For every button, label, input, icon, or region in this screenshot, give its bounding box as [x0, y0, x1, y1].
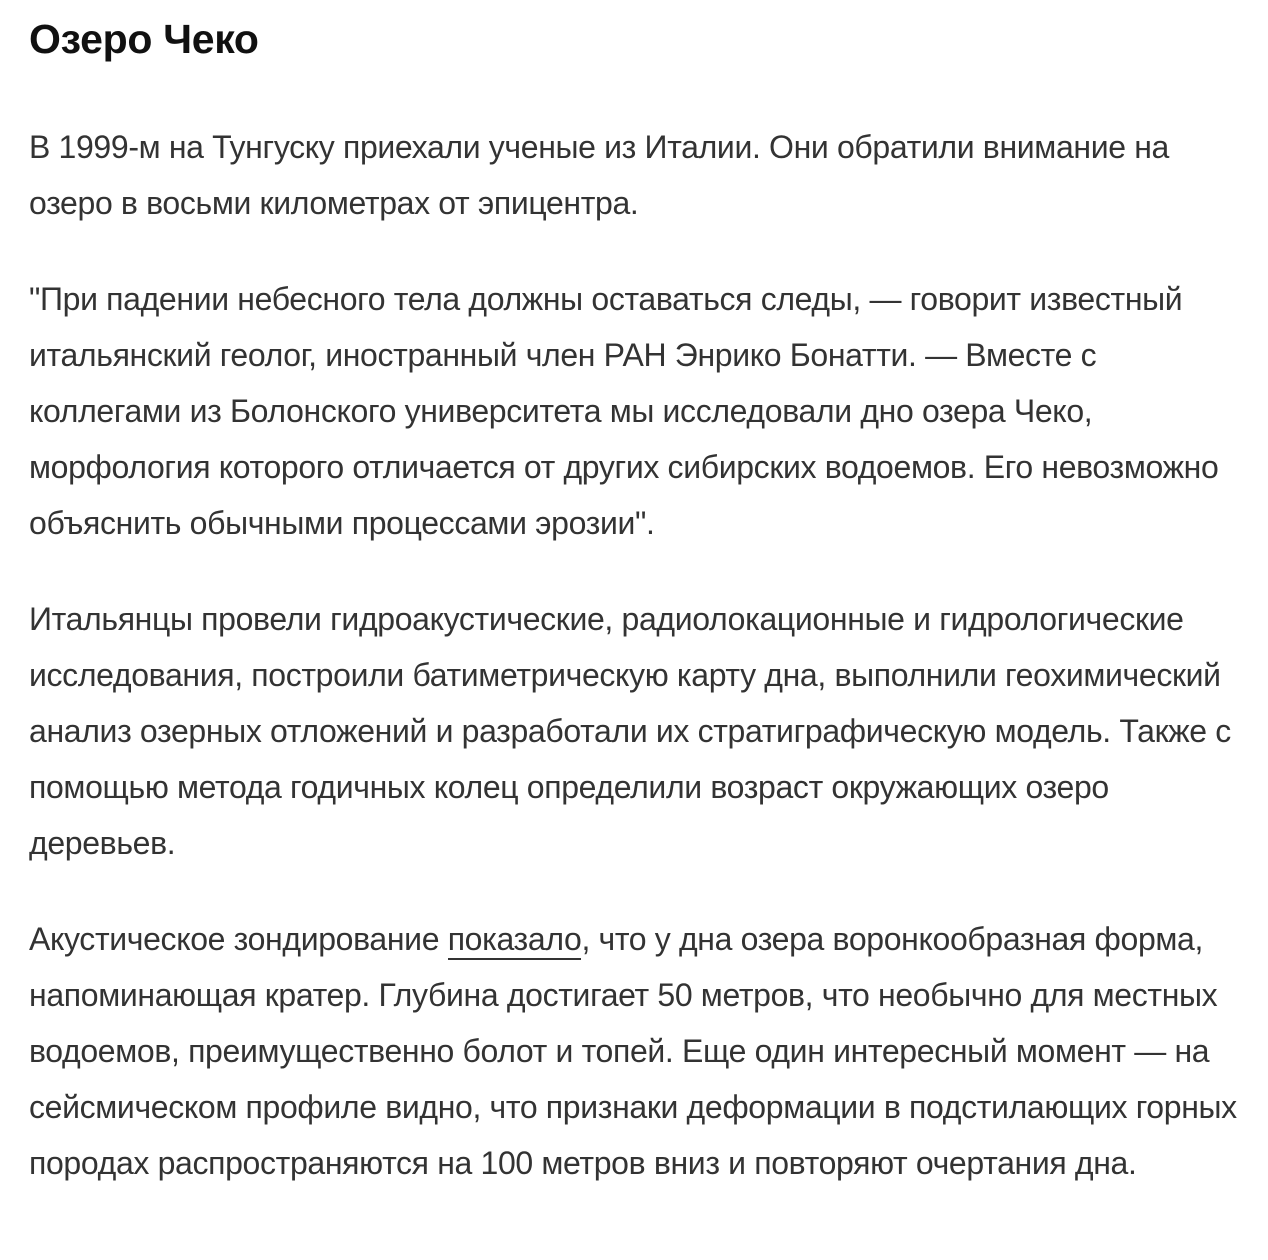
paragraph-findings-text-before: Акустическое зондирование — [29, 921, 448, 957]
article — [29, 0, 1254, 1191]
showed-link[interactable]: показало — [448, 921, 582, 960]
paragraph-research: Итальянцы провели гидроакустические, радиолокационные и гидрологические исследования, построили батиметрическую карту дна, выполнили геохимический анализ озерных отложений и разработали их стратиграфическую модель. Также с помощью метода годичных колец определили возраст окружающих озеро деревьев. — [29, 601, 1231, 861]
article-heading: Озеро Чеко — [29, 16, 259, 62]
paragraph-findings — [29, 911, 1254, 1191]
paragraph-quote: "При падении небесного тела должны оставаться следы, — говорит известный итальянский геолог, иностранный член РАН Энрико Бонатти. — Вместе с коллегами из Болонского университета мы исследовали дно озера Чеко, морфология которого отличается от других сибирских водоемов. Его невозможно объяснить обычными процессами эрозии". — [29, 281, 1219, 541]
paragraph-arrival: В 1999-м на Тунгуску приехали ученые из Италии. Они обратили внимание на озеро в восьми километрах от эпицентра. — [29, 129, 1170, 221]
paragraph-findings-text-after: , что у дна озера воронкообразная форма, напоминающая кратер. Глубина достигает 50 метров, что необычно для местных водоемов, преимущественно болот и топей. Еще один интересный момент — на сейсмическом профиле видно, что признаки деформации в подстилающих горных породах распространяются на 100 метров вниз и повторяют очертания дна. — [29, 921, 1237, 1181]
